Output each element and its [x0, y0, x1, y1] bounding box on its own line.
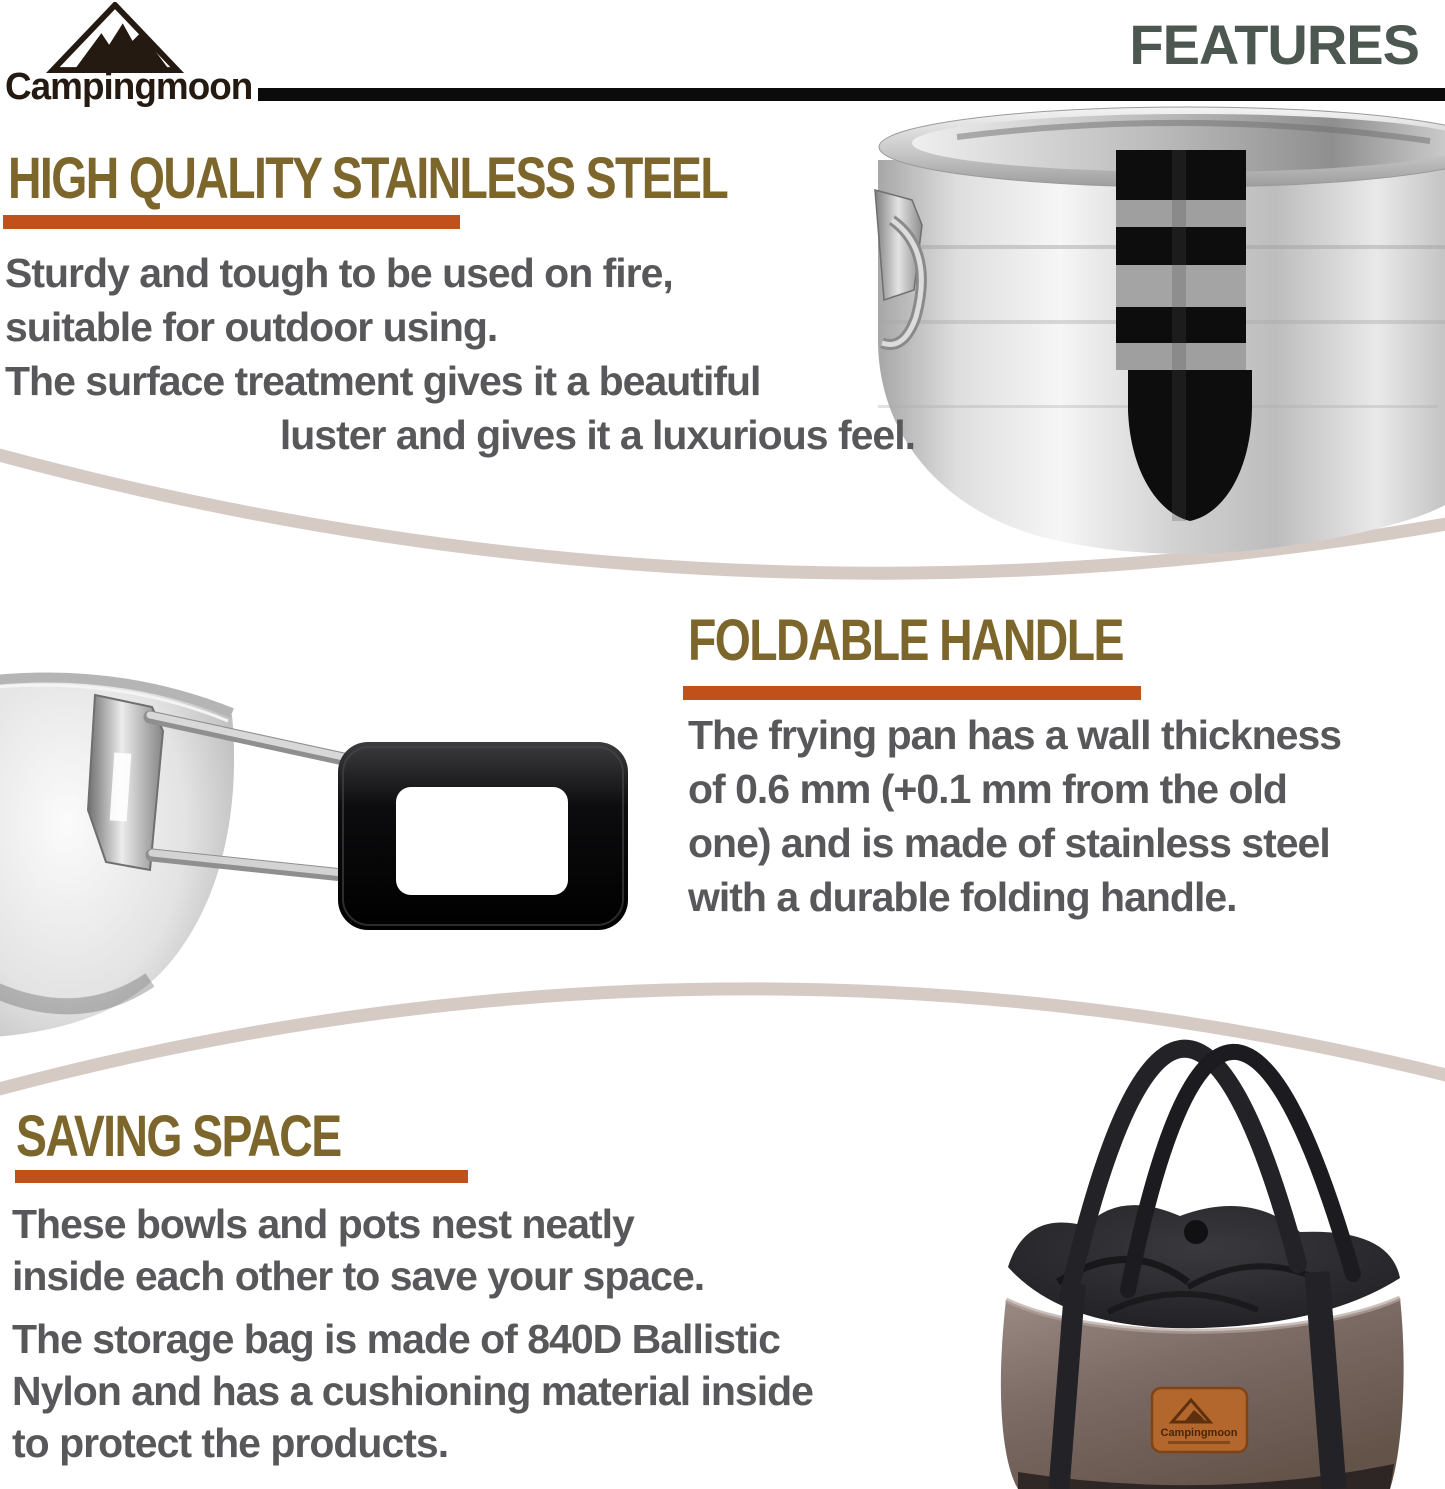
body-line: The surface treatment gives it a beautiful	[5, 358, 761, 404]
body-line: with a durable folding handle.	[688, 874, 1237, 920]
body-line: to protect the products.	[12, 1420, 449, 1466]
section-body-stainless-steel	[5, 246, 915, 462]
section-underline-stainless-steel	[3, 215, 460, 229]
section-underline-foldable-handle	[683, 686, 1141, 700]
brand-wordmark: Campingmoon	[5, 66, 253, 108]
frying-pan-image	[0, 635, 675, 1045]
section-body-saving-space	[12, 1198, 912, 1469]
body-line: inside each other to save your space.	[12, 1253, 705, 1299]
section-heading-stainless-steel: HIGH QUALITY STAINLESS STEEL	[8, 146, 728, 211]
page-title: FEATURES	[1129, 13, 1419, 76]
stainless-steel-pot-image	[872, 105, 1445, 560]
section-body-foldable-handle	[688, 708, 1445, 924]
bag-brand-patch	[1152, 1388, 1247, 1452]
body-line: of 0.6 mm (+0.1 mm from the old	[688, 766, 1287, 812]
body-line: luster and gives it a luxurious feel.	[279, 412, 915, 458]
header-rule	[258, 88, 1445, 101]
section-heading-saving-space: SAVING SPACE	[16, 1104, 341, 1169]
body-line: one) and is made of stainless steel	[688, 820, 1330, 866]
storage-bag-image	[828, 1032, 1445, 1489]
bag-patch-label: Campingmoon	[1160, 1427, 1238, 1439]
body-line: The frying pan has a wall thickness	[688, 712, 1342, 758]
section-underline-saving-space	[15, 1170, 468, 1183]
body-line: Sturdy and tough to be used on fire,	[5, 250, 673, 296]
campingmoon-mountain-icon	[45, 2, 185, 74]
body-line: Nylon and has a cushioning material inside	[12, 1368, 813, 1414]
body-line: The storage bag is made of 840D Ballistic	[12, 1316, 780, 1362]
section-heading-foldable-handle: FOLDABLE HANDLE	[688, 608, 1123, 673]
body-line: suitable for outdoor using.	[5, 304, 498, 350]
body-line: These bowls and pots nest neatly	[12, 1201, 634, 1247]
